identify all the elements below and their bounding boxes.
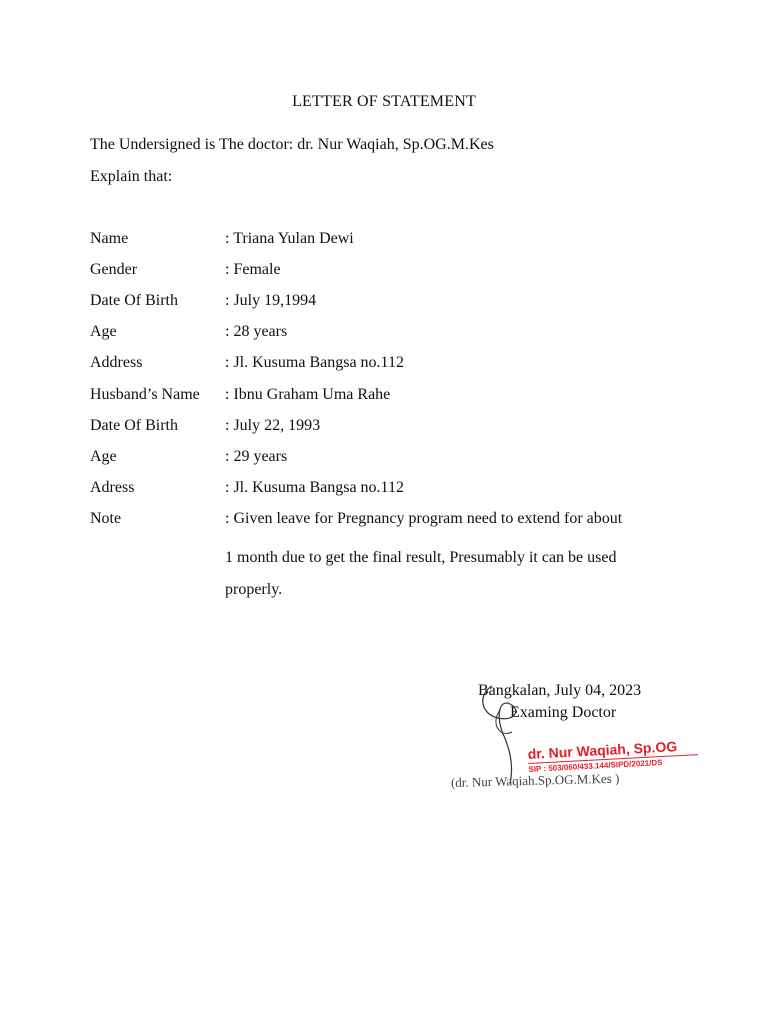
field-label: Adress (90, 479, 135, 496)
field-label: Husband’s Name (90, 386, 200, 403)
field-value: : July 19,1994 (225, 292, 317, 309)
field-value: : Jl. Kusuma Bangsa no.112 (225, 354, 404, 371)
field-label: Age (90, 448, 117, 465)
field-value: : Female (225, 261, 281, 278)
field-value: : 29 years (225, 448, 288, 465)
field-value: : Given leave for Pregnancy program need to extend for about (225, 510, 623, 527)
field-value: : Jl. Kusuma Bangsa no.112 (225, 479, 404, 496)
field-label: Date Of Birth (90, 417, 178, 434)
place-date: Bangkalan, July 04, 2023 (478, 682, 642, 699)
signer-name: (dr. Nur Waqiah.Sp.OG.M.Kes ) (450, 770, 620, 790)
explain-line: Explain that: (90, 168, 173, 185)
field-label: Name (90, 230, 129, 247)
intro-line: The Undersigned is The doctor: dr. Nur Waqiah, Sp.OG.M.Kes (90, 136, 494, 153)
field-label: Gender (90, 261, 138, 278)
field-label: Note (90, 510, 122, 527)
note-continued: 1 month due to get the final result, Presumably it can be used properly. (225, 549, 617, 598)
field-label: Age (90, 323, 117, 340)
signer-role: Examing Doctor (510, 704, 617, 721)
field-value: : July 22, 1993 (225, 417, 321, 434)
field-label: Date Of Birth (90, 292, 178, 309)
letter-title: LETTER OF STATEMENT (292, 93, 476, 110)
field-value: : 28 years (225, 323, 288, 340)
field-value: : Ibnu Graham Uma Rahe (225, 386, 391, 403)
stamp-name: dr. Nur Waqiah, Sp.OG (527, 738, 678, 762)
stamp-sip: SIP : 503/060/433.144/SIPD/2021/DS (528, 754, 698, 774)
field-value: : Triana Yulan Dewi (225, 230, 354, 247)
field-label: Address (90, 354, 143, 371)
